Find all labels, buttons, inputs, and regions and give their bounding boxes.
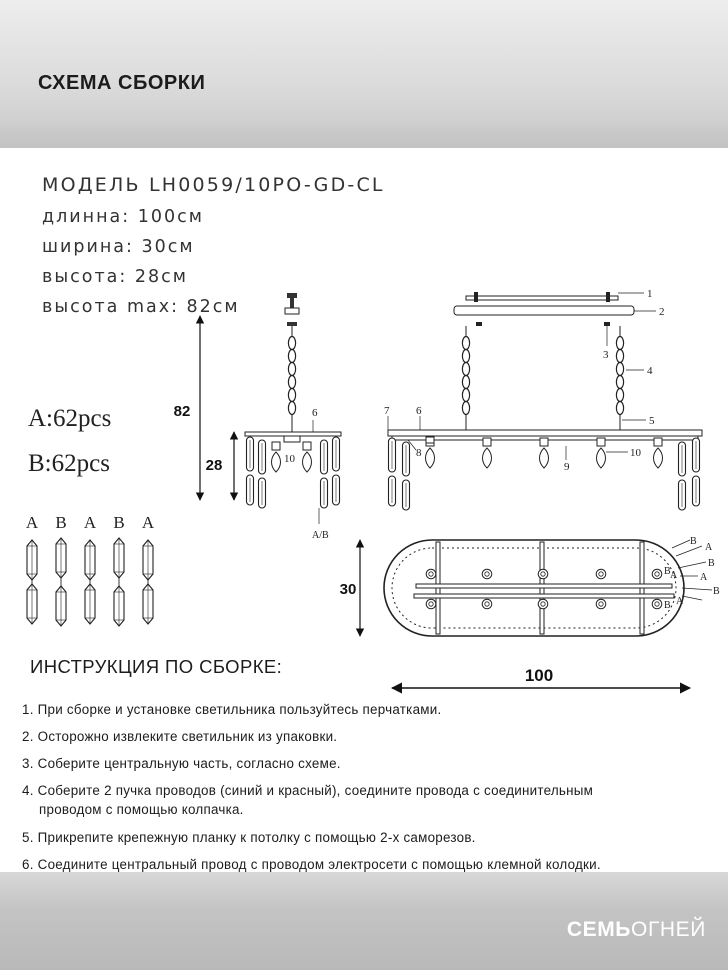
instruction-text: При сборке и установке светильника пользуйтесь перчатками. — [37, 702, 442, 717]
side-view — [245, 293, 341, 541]
top-label: A — [676, 596, 684, 607]
dim-100-label: 100 — [524, 666, 554, 685]
spec-length: длинна: 100см — [42, 207, 204, 227]
spec-height: высота: 28см — [42, 267, 188, 287]
crystal-label: A — [83, 513, 97, 532]
callout-side-ab: A/B — [312, 530, 329, 541]
instruction-text: Прикрепите крепежную планку к потолку с помощью 2-х саморезов. — [37, 830, 476, 845]
brand-light: ОГНЕЙ — [631, 918, 706, 941]
dim-30-label: 30 — [339, 581, 357, 598]
instruction-number: 3. — [22, 756, 34, 771]
crystal-label: B — [113, 513, 125, 532]
crystal-count-b: B:62pcs — [28, 450, 110, 477]
callout-8: 8 — [416, 447, 422, 459]
instructions-list — [22, 700, 712, 882]
instruction-text: Осторожно извлеките светильник из упаковки. — [37, 729, 338, 744]
crystal-label: A — [141, 513, 155, 532]
callout-9: 9 — [564, 461, 570, 473]
instruction-number: 5. — [22, 830, 34, 845]
top-label: A — [700, 572, 708, 583]
instruction-item — [22, 727, 712, 746]
top-label: A — [705, 542, 713, 553]
callout-3: 3 — [603, 349, 609, 361]
instruction-item — [22, 700, 712, 719]
callout-side-10: 10 — [284, 453, 295, 465]
top-label: B — [690, 536, 697, 547]
instruction-number: 4. — [22, 783, 34, 798]
top-label: B — [664, 600, 671, 611]
top-label: B — [664, 566, 671, 577]
spec-width: ширина: 30см — [42, 237, 195, 257]
instruction-text: Соберите 2 пучка проводов (синий и красный), соедините провода с соединительным — [37, 783, 594, 798]
callout-5: 5 — [649, 415, 655, 427]
callout-2: 2 — [659, 306, 665, 318]
spec-height-max: высота max: 82см — [42, 297, 240, 317]
instruction-item — [22, 754, 712, 773]
instruction-item — [22, 781, 712, 819]
callout-6: 6 — [416, 405, 422, 417]
top-label: B — [708, 558, 715, 569]
dim-82-label: 82 — [173, 403, 191, 420]
brand-bold: СЕМЬ — [566, 918, 632, 941]
crystal-label: A — [25, 513, 39, 532]
callout-1: 1 — [647, 288, 653, 300]
spec-model: МОДЕЛЬ LH0059/10PO-GD-CL — [42, 174, 385, 196]
dim-28-label: 28 — [205, 457, 223, 474]
callout-7: 7 — [384, 405, 390, 417]
front-view — [388, 292, 702, 510]
top-label: B — [713, 586, 720, 597]
instructions-title: ИНСТРУКЦИЯ ПО СБОРКЕ: — [30, 656, 283, 677]
instruction-number: 6. — [22, 857, 34, 872]
instruction-item — [22, 828, 712, 847]
dimension-height — [174, 316, 234, 500]
brand-logo — [567, 918, 706, 942]
instruction-number: 2. — [22, 729, 34, 744]
crystal-label: B — [55, 513, 67, 532]
callout-10: 10 — [630, 447, 641, 459]
instruction-text: Соберите центральную часть, согласно схеме. — [37, 756, 341, 771]
instruction-text-cont: проводом с помощью колпачка. — [39, 802, 244, 817]
page-title: СХЕМА СБОРКИ — [38, 72, 206, 94]
crystal-legend — [26, 513, 155, 626]
top-label: A — [670, 570, 678, 581]
top-view — [384, 540, 684, 636]
crystal-count-a: A:62pcs — [28, 405, 112, 432]
instruction-text: Соедините центральный провод с проводом электросети с помощью клемной колодки. — [37, 857, 601, 872]
callout-4: 4 — [647, 365, 653, 377]
callout-side-6: 6 — [312, 407, 318, 419]
instruction-number: 1. — [22, 702, 34, 717]
